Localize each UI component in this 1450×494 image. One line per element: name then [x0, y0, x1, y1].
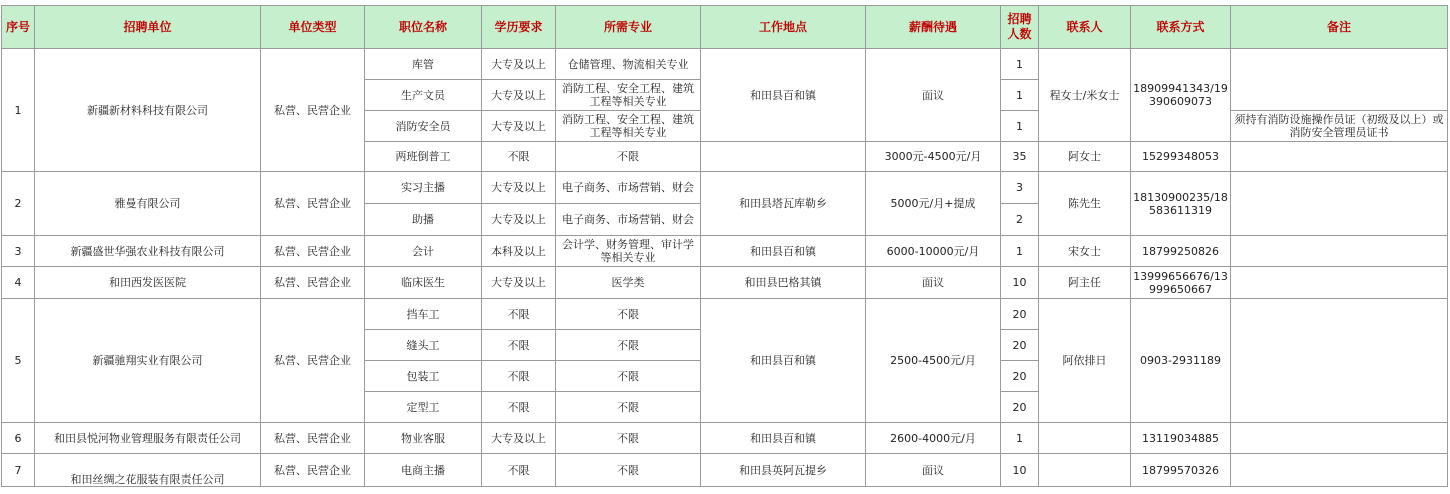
cell-edu: 大专及以上 — [482, 204, 556, 236]
cell-count: 20 — [1001, 330, 1039, 361]
cell-no: 2 — [2, 172, 35, 236]
cell-title: 缝头工 — [365, 330, 482, 361]
cell-contact: 宋女士 — [1039, 236, 1131, 267]
cell-title: 电商主播 — [365, 454, 482, 487]
cell-note-empty — [1231, 236, 1448, 267]
header-no: 序号 — [2, 6, 35, 49]
cell-type: 私营、民营企业 — [261, 236, 365, 267]
cell-no: 4 — [2, 267, 35, 299]
cell-contact: 阿女士 — [1039, 142, 1131, 172]
cell-note-empty — [1231, 299, 1448, 423]
cell-edu: 不限 — [482, 330, 556, 361]
cell-edu: 不限 — [482, 361, 556, 392]
cell-salary: 6000-10000元/月 — [866, 236, 1001, 267]
cell-title: 临床医生 — [365, 267, 482, 299]
cell-no: 1 — [2, 49, 35, 172]
cell-major: 消防工程、安全工程、建筑工程等相关专业 — [556, 111, 701, 142]
cell-edu: 不限 — [482, 454, 556, 487]
cell-salary: 3000元-4500元/月 — [866, 142, 1001, 172]
cell-phone: 18799570326 — [1131, 454, 1231, 487]
cell-location: 和田县百和镇 — [701, 423, 866, 454]
cell-no: 3 — [2, 236, 35, 267]
cell-salary: 面议 — [866, 49, 1001, 142]
cell-count: 3 — [1001, 172, 1039, 204]
cell-no: 6 — [2, 423, 35, 454]
cell-major: 仓储管理、物流相关专业 — [556, 49, 701, 80]
cell-contact: 阿依排日 — [1039, 299, 1131, 423]
cell-title: 会计 — [365, 236, 482, 267]
cell-count: 10 — [1001, 454, 1039, 487]
cell-phone: 13999656676/13999650667 — [1131, 267, 1231, 299]
cell-edu: 本科及以上 — [482, 236, 556, 267]
header-note: 备注 — [1231, 6, 1448, 49]
cell-edu: 大专及以上 — [482, 80, 556, 111]
cell-title: 两班倒普工 — [365, 142, 482, 172]
cell-major: 不限 — [556, 142, 701, 172]
cell-company: 雅曼有限公司 — [35, 172, 261, 236]
cell-major: 不限 — [556, 392, 701, 423]
cell-title: 消防安全员 — [365, 111, 482, 142]
cell-count: 1 — [1001, 236, 1039, 267]
cell-note-empty — [1231, 267, 1448, 299]
cell-count: 20 — [1001, 299, 1039, 330]
cell-company: 新疆盛世华强农业科技有限公司 — [35, 236, 261, 267]
cell-note-empty — [1231, 172, 1448, 236]
cell-count: 1 — [1001, 111, 1039, 142]
cell-edu: 大专及以上 — [482, 111, 556, 142]
table-row — [2, 267, 1448, 299]
header-count: 招聘人数 — [1001, 6, 1039, 49]
header-location: 工作地点 — [701, 6, 866, 49]
header-contact: 联系人 — [1039, 6, 1131, 49]
cell-edu: 大专及以上 — [482, 49, 556, 80]
cell-company: 和田县悦河物业管理服务有限责任公司 — [35, 423, 261, 454]
cell-count: 1 — [1001, 49, 1039, 80]
cell-contact — [1039, 454, 1131, 487]
cell-location: 和田县英阿瓦提乡 — [701, 454, 866, 487]
cell-major: 电子商务、市场营销、财会 — [556, 172, 701, 204]
cell-salary: 5000元/月+提成 — [866, 172, 1001, 236]
header-edu: 学历要求 — [482, 6, 556, 49]
cell-edu: 大专及以上 — [482, 267, 556, 299]
header-type: 单位类型 — [261, 6, 365, 49]
cell-location-empty — [701, 142, 866, 172]
header-phone: 联系方式 — [1131, 6, 1231, 49]
cell-no: 7 — [2, 454, 35, 487]
cell-type: 私营、民营企业 — [261, 49, 365, 172]
header-salary: 薪酬待遇 — [866, 6, 1001, 49]
cell-type: 私营、民营企业 — [261, 454, 365, 487]
cell-company: 新疆驰翔实业有限公司 — [35, 299, 261, 423]
cell-salary: 2500-4500元/月 — [866, 299, 1001, 423]
cell-edu: 大专及以上 — [482, 423, 556, 454]
header-row — [2, 6, 1448, 49]
cell-note-empty — [1231, 423, 1448, 454]
cell-major: 不限 — [556, 454, 701, 487]
cell-location: 和田县百和镇 — [701, 299, 866, 423]
cell-no: 5 — [2, 299, 35, 423]
cell-company: 和田西发医医院 — [35, 267, 261, 299]
cell-note-empty — [1231, 49, 1448, 111]
cell-title: 助播 — [365, 204, 482, 236]
table-row — [2, 299, 1448, 330]
cell-edu: 大专及以上 — [482, 172, 556, 204]
cell-location: 和田县百和镇 — [701, 49, 866, 142]
table-row — [2, 49, 1448, 80]
table-row — [2, 423, 1448, 454]
cell-contact — [1039, 423, 1131, 454]
cell-count: 2 — [1001, 204, 1039, 236]
header-title: 职位名称 — [365, 6, 482, 49]
cell-title: 包装工 — [365, 361, 482, 392]
cell-count: 10 — [1001, 267, 1039, 299]
cell-location: 和田县巴格其镇 — [701, 267, 866, 299]
cell-count: 20 — [1001, 392, 1039, 423]
cell-major: 会计学、财务管理、审计学等相关专业 — [556, 236, 701, 267]
cell-phone: 13119034885 — [1131, 423, 1231, 454]
header-company: 招聘单位 — [35, 6, 261, 49]
table-row — [2, 172, 1448, 204]
cell-major: 不限 — [556, 361, 701, 392]
cell-company: 和田丝绸之花服装有限责任公司 — [35, 454, 261, 487]
header-major: 所需专业 — [556, 6, 701, 49]
cell-type: 私营、民营企业 — [261, 299, 365, 423]
cell-phone: 18130900235/18583611319 — [1131, 172, 1231, 236]
cell-salary: 面议 — [866, 454, 1001, 487]
cell-count: 1 — [1001, 423, 1039, 454]
cell-type: 私营、民营企业 — [261, 267, 365, 299]
cell-major: 电子商务、市场营销、财会 — [556, 204, 701, 236]
cell-salary: 2600-4000元/月 — [866, 423, 1001, 454]
cell-major: 消防工程、安全工程、建筑工程等相关专业 — [556, 80, 701, 111]
cell-type: 私营、民营企业 — [261, 172, 365, 236]
cell-major: 不限 — [556, 423, 701, 454]
cell-phone: 18799250826 — [1131, 236, 1231, 267]
cell-contact: 阿主任 — [1039, 267, 1131, 299]
cell-major: 医学类 — [556, 267, 701, 299]
cell-note-empty — [1231, 142, 1448, 172]
cell-count: 20 — [1001, 361, 1039, 392]
table-row — [2, 236, 1448, 267]
cell-title: 库管 — [365, 49, 482, 80]
cell-title: 生产文员 — [365, 80, 482, 111]
cell-phone: 0903-2931189 — [1131, 299, 1231, 423]
cell-major: 不限 — [556, 330, 701, 361]
cell-edu: 不限 — [482, 299, 556, 330]
cell-phone: 18909941343/19390609073 — [1131, 49, 1231, 142]
cell-type: 私营、民营企业 — [261, 423, 365, 454]
table-row — [2, 454, 1448, 487]
cell-major: 不限 — [556, 299, 701, 330]
cell-phone: 15299348053 — [1131, 142, 1231, 172]
cell-location: 和田县塔瓦库勒乡 — [701, 172, 866, 236]
cell-count: 35 — [1001, 142, 1039, 172]
cell-salary: 面议 — [866, 267, 1001, 299]
cell-contact: 程女士/米女士 — [1039, 49, 1131, 142]
cell-title: 物业客服 — [365, 423, 482, 454]
cell-title: 实习主播 — [365, 172, 482, 204]
cell-edu: 不限 — [482, 142, 556, 172]
cell-title: 定型工 — [365, 392, 482, 423]
cell-note-empty — [1231, 454, 1448, 487]
recruitment-table — [1, 5, 1448, 487]
cell-location: 和田县百和镇 — [701, 236, 866, 267]
cell-count: 1 — [1001, 80, 1039, 111]
cell-title: 挡车工 — [365, 299, 482, 330]
cell-company: 新疆新材料科技有限公司 — [35, 49, 261, 172]
cell-note: 须持有消防设施操作员证（初级及以上）或消防安全管理员证书 — [1231, 111, 1448, 142]
cell-contact: 陈先生 — [1039, 172, 1131, 236]
cell-edu: 不限 — [482, 392, 556, 423]
